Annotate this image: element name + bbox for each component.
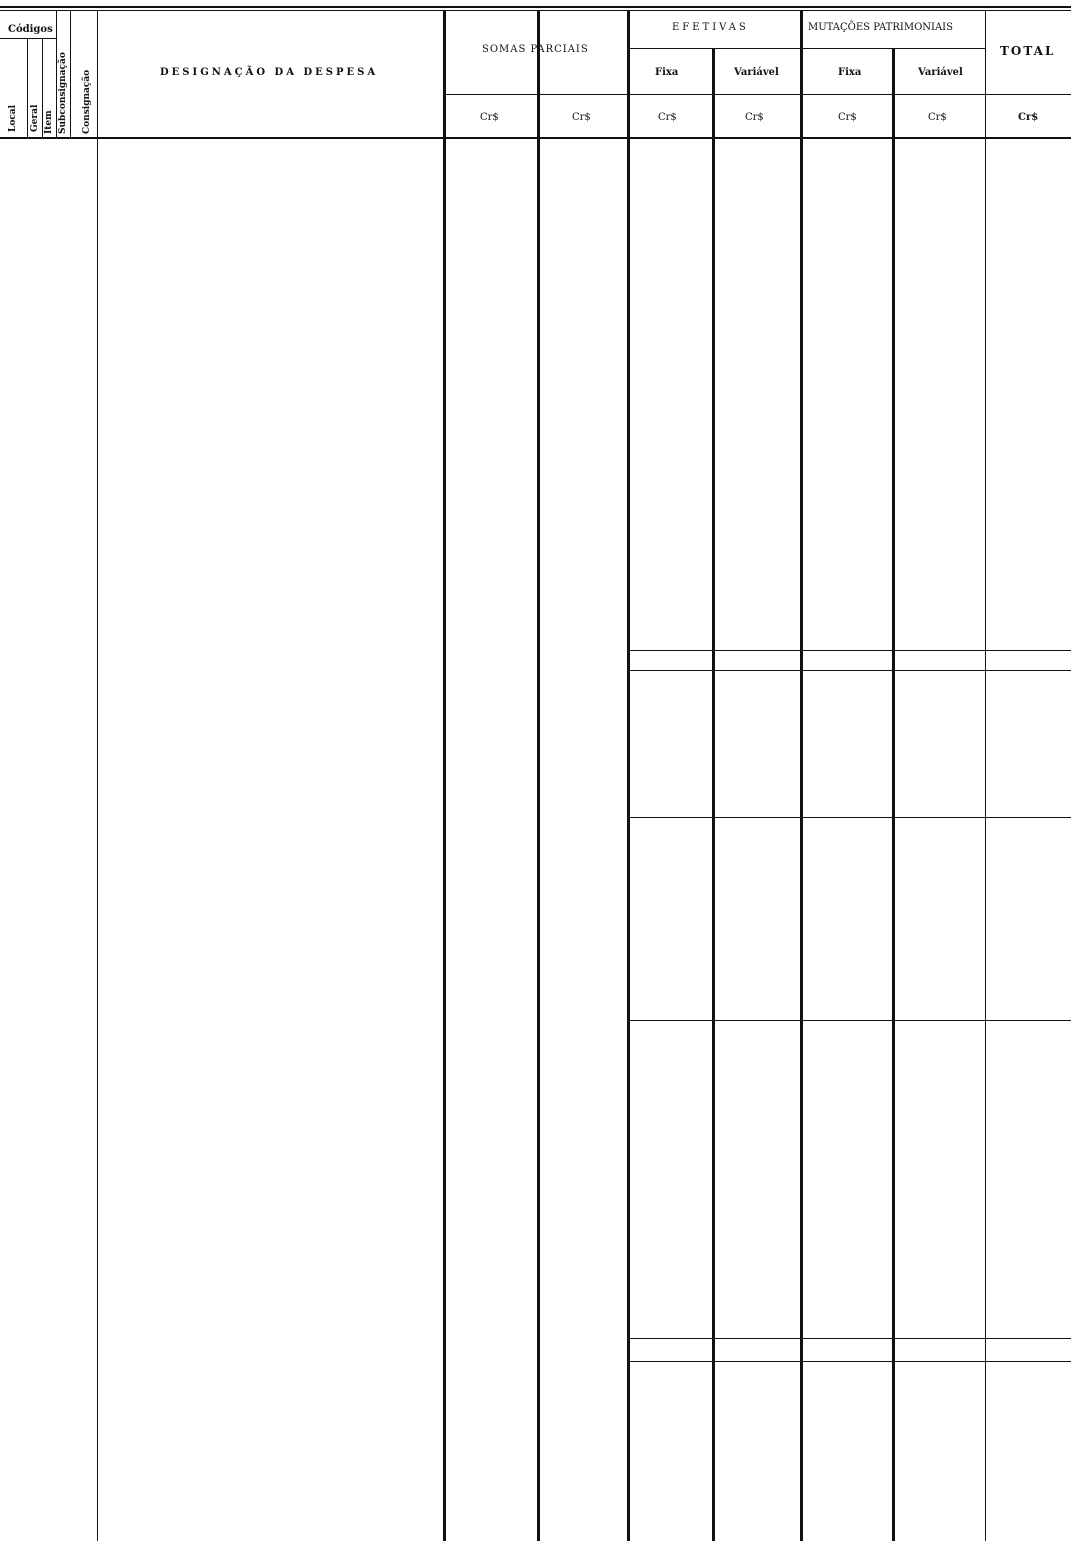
fixa-header: Fixa (655, 67, 679, 78)
mfixa-header: Fixa (838, 67, 862, 78)
mvariavel-header: Variável (918, 67, 963, 78)
geral-header: Geral (30, 104, 40, 132)
col-rule-var (800, 10, 803, 1541)
cr-fixa: Cr$ (658, 112, 677, 123)
cr-var: Cr$ (745, 112, 764, 123)
col-rule-item (56, 10, 57, 137)
header-sub-rule (627, 48, 985, 49)
cr-parc1: Cr$ (480, 112, 499, 123)
consignacao-header: Consignação (82, 69, 92, 134)
variavel-header: Variável (734, 67, 779, 78)
col-rule-parc2 (627, 10, 630, 1541)
col-rule-geral (42, 38, 43, 137)
subconsignacao-header: Subconsignação (58, 52, 68, 134)
item-header: Item (44, 110, 54, 134)
cr-parc2: Cr$ (572, 112, 591, 123)
efetivas-header: EFETIVAS (672, 22, 749, 33)
top-rule-2 (0, 10, 1071, 11)
somas-parciais-header: SOMAS PARCIAIS (482, 44, 589, 55)
mutacoes-header: MUTAÇÕES PATRIMONIAIS (808, 22, 953, 33)
col-rule-fixa (712, 48, 715, 1541)
total-rule (627, 817, 1071, 818)
cr-total: Cr$ (1018, 112, 1039, 123)
col-rule-mfix (892, 48, 895, 1541)
col-rule-mvar (985, 10, 986, 1541)
cr-mvar: Cr$ (928, 112, 947, 123)
total-rule (627, 1020, 1071, 1021)
total-rule (627, 1361, 1071, 1362)
top-rule (0, 6, 1071, 8)
local-header: Local (8, 104, 18, 132)
header-cr-rule (443, 94, 1071, 95)
codigos-rule (0, 38, 56, 39)
cr-mfixa: Cr$ (838, 112, 857, 123)
total-rule (627, 670, 1071, 671)
designacao-header: DESIGNAÇÃO DA DESPESA (160, 67, 379, 78)
header-bottom-rule (0, 137, 1071, 139)
codigos-header: Códigos (8, 24, 53, 35)
col-rule-parc1 (537, 10, 540, 1541)
col-rule-desig (443, 10, 446, 1541)
col-rule-local (27, 38, 28, 137)
total-header: TOTAL (1000, 44, 1056, 58)
total-rule (627, 1338, 1071, 1339)
col-rule-cons (97, 10, 98, 1541)
col-rule-sub (70, 10, 71, 137)
total-rule (627, 650, 1071, 651)
